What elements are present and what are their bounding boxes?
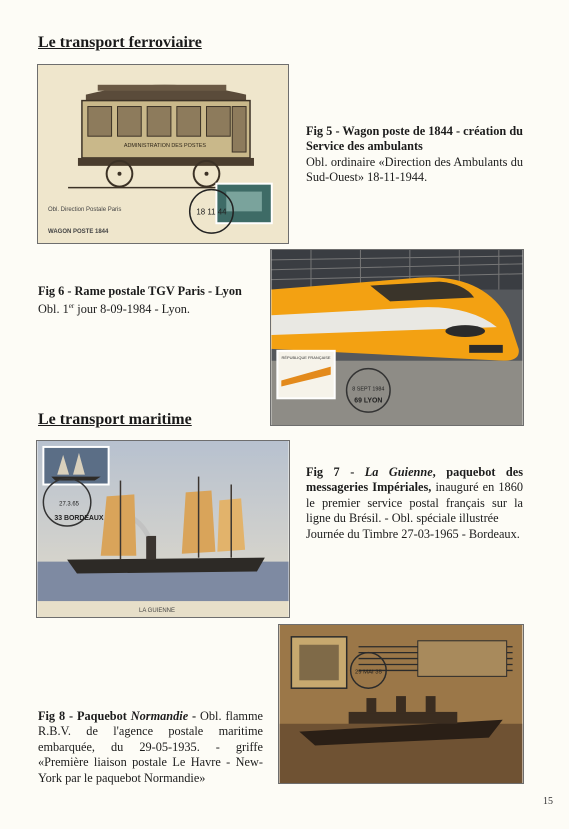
section-heading-rail: Le transport ferroviaire: [38, 34, 202, 51]
fig5-card-sub: Obl. Direction Postale Paris: [48, 207, 122, 213]
fig8-text: Obl. flamme R.B.V. de l'agence postale maritime embarquée, du 29-05-1935. - griffe «Première liaison postale Le Havre - New-York par le paquebot Normandie»: [38, 709, 263, 785]
fig8-maximum-card: [278, 624, 524, 784]
fig5-maximum-card: [37, 64, 289, 244]
wagon-illustration: [38, 65, 288, 243]
fig6-title: Fig 6 - Rame postale TGV Paris - Lyon: [38, 284, 242, 298]
fig7-title: Fig 7 - La Guienne, paquebot des messageries Impériales,: [306, 465, 524, 495]
fig5-caption: [306, 124, 523, 186]
page-number: 15: [543, 796, 553, 807]
fig5-note: Obl. ordinaire «Direction des Ambulants du Sud-Ouest» 18-11-1944.: [306, 154, 523, 185]
fig6-note: Obl. 1er jour 8-09-1984 - Lyon.: [38, 302, 190, 317]
fig6-cancel-date: 8 SEPT 1984: [352, 386, 385, 393]
fig7-text: inauguré en 1860 le premier service postal français sur la ligne du Brésil. - Obl. spéciale illustrée: [306, 480, 523, 526]
fig6-cancel-city: 69 LYON: [354, 397, 383, 405]
fig8-title: Fig 8 - Paquebot Normandie -: [38, 709, 197, 723]
fig7-caption: [306, 465, 523, 542]
fig8-caption: [38, 709, 263, 786]
tgv-illustration: [271, 250, 523, 425]
normandie-illustration: [279, 625, 523, 783]
guienne-illustration: [37, 441, 289, 617]
fig7-card-caption: LA GUIENNE: [139, 608, 176, 614]
fig6-stamp-country: RÉPUBLIQUE FRANÇAISE: [281, 354, 331, 360]
fig5-card-caption: WAGON POSTE 1844: [48, 229, 109, 235]
fig7-cancel-date: 27.3.65: [59, 501, 79, 508]
fig7-note: Journée du Timbre 27-03-1965 - Bordeaux.: [306, 526, 520, 541]
fig5-cancel-date: 18 11 44: [196, 207, 227, 217]
fig8-cancel-date: 29 MAI 35: [354, 669, 382, 676]
fig5-title: Fig 5 - Wagon poste de 1844 - création du Service des ambulants: [306, 124, 523, 154]
fig6-caption: [38, 284, 256, 318]
fig7-cancel-city: 33 BORDEAUX: [54, 515, 104, 523]
fig6-maximum-card: [270, 249, 524, 426]
section-heading-sea: Le transport maritime: [38, 411, 192, 428]
wagon-lettering: ADMINISTRATION DES POSTES: [123, 143, 207, 150]
fig7-maximum-card: [36, 440, 290, 618]
